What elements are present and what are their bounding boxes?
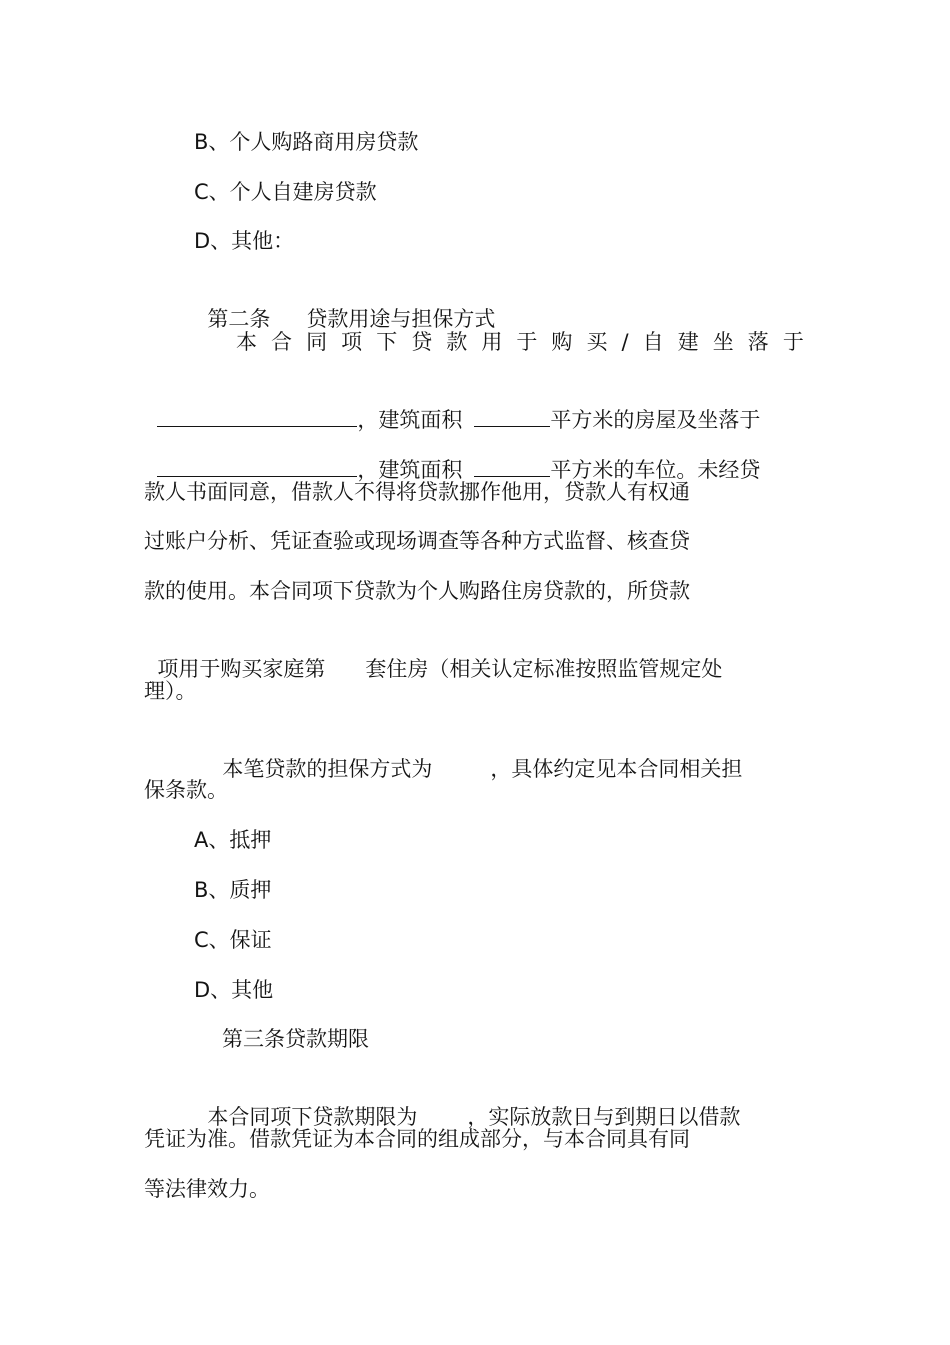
parking-area-label: ，建筑面积 — [357, 458, 463, 482]
term-line — [194, 1075, 740, 1131]
purpose-char: 于 — [782, 330, 804, 354]
paragraph-line: 款人书面同意，借款人不得将贷款挪作他用，贷款人有权通 — [144, 480, 690, 504]
purpose-char: 项 — [341, 330, 363, 354]
option-b-guarantee: B、质押 — [194, 878, 272, 902]
option-c-guarantee: C、保证 — [194, 928, 272, 952]
purpose-char: 本 — [236, 330, 257, 354]
option-b-loan-type: B、个人购路商用房贷款 — [194, 130, 419, 154]
house-area-label: ，建筑面积 — [357, 408, 463, 432]
purpose-char: 于 — [516, 330, 538, 354]
paragraph-line: 过账户分析、凭证查验或现场调查等各种方式监督、核查贷 — [144, 529, 690, 553]
parking-location-line — [144, 428, 760, 484]
house-location-blank[interactable] — [157, 406, 357, 427]
article2-title: 贷款用途与担保方式 — [306, 307, 496, 331]
option-a-guarantee: A、抵押 — [194, 828, 272, 852]
parking-suffix: 平方米的车位。未经贷 — [550, 458, 761, 482]
paragraph-line — [144, 627, 722, 683]
option-d-loan-type: D、其他： — [194, 229, 295, 253]
option-d-guarantee: D、其他 — [194, 978, 274, 1002]
paragraph-line: 等法律效力。 — [144, 1177, 270, 1201]
purpose-char: 建 — [677, 330, 699, 354]
purpose-char: 买 — [586, 330, 608, 354]
guarantee-prefix: 本笔贷款的担保方式为 — [222, 757, 433, 781]
purpose-char: / — [621, 330, 629, 354]
paragraph-line: 理）。 — [144, 679, 197, 703]
purpose-char: 贷 — [411, 330, 433, 354]
purpose-char: 坐 — [712, 330, 734, 354]
guarantee-line — [209, 727, 742, 783]
parking-location-blank[interactable] — [157, 456, 357, 477]
guarantee-suffix: ，具体约定见本合同相关担 — [490, 757, 743, 781]
house-area-blank[interactable] — [474, 406, 550, 427]
parking-area-blank[interactable] — [474, 456, 550, 477]
purpose-char: 下 — [376, 330, 398, 354]
home-count-prefix: 项用于购买家庭第 — [157, 657, 326, 681]
purpose-char: 同 — [306, 330, 328, 354]
paragraph-line: 款的使用。本合同项下贷款为个人购路住房贷款的，所贷款 — [144, 579, 690, 603]
house-suffix: 平方米的房屋及坐落于 — [550, 408, 761, 432]
article3-heading: 第三条贷款期限 — [222, 1027, 369, 1051]
purpose-char: 自 — [642, 330, 664, 354]
article2-number: 第二条 — [207, 307, 271, 331]
paragraph-line: 凭证为准。借款凭证为本合同的组成部分，与本合同具有同 — [144, 1127, 690, 1151]
guarantee-line-2: 保条款。 — [144, 778, 228, 802]
purpose-line — [236, 328, 804, 356]
home-count-suffix: 套住房（相关认定标准按照监管规定处 — [365, 657, 723, 681]
term-suffix: ，实际放款日与到期日以借款 — [467, 1105, 741, 1129]
term-prefix: 本合同项下贷款期限为 — [207, 1105, 418, 1129]
house-location-line — [144, 378, 760, 434]
purpose-char: 合 — [271, 330, 293, 354]
purpose-char: 购 — [551, 330, 573, 354]
purpose-char: 用 — [481, 330, 503, 354]
purpose-char: 落 — [747, 330, 769, 354]
option-c-loan-type: C、个人自建房贷款 — [194, 180, 377, 204]
purpose-char: 款 — [446, 330, 468, 354]
article2-heading — [194, 277, 495, 333]
